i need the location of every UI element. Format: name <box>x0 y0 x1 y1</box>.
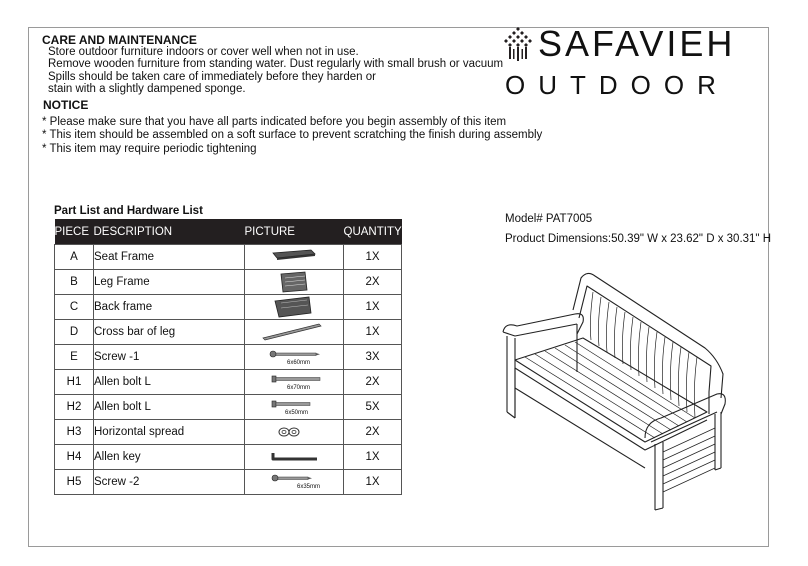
row-description: Seat Frame <box>94 245 245 270</box>
row-piece: H3 <box>55 420 94 445</box>
row-description: Allen bolt L <box>94 395 245 420</box>
hardware-size-label: 6x50mm <box>285 410 309 416</box>
notice-title: NOTICE <box>43 98 89 112</box>
bench-illustration <box>495 262 735 512</box>
logo-name: SAFAVIEH <box>538 23 736 64</box>
header-piece: PIECE <box>55 219 94 245</box>
row-piece: A <box>55 245 94 270</box>
hardware-size-label: 6x60mm <box>287 360 311 366</box>
row-piece: H2 <box>55 395 94 420</box>
table-row <box>55 295 402 320</box>
row-piece: D <box>55 320 94 345</box>
row-quantity: 1X <box>344 445 402 470</box>
row-quantity: 5X <box>344 395 402 420</box>
logo-mark-icon <box>500 27 536 63</box>
row-quantity: 1X <box>344 470 402 495</box>
hardware-size-label: 6x70mm <box>287 385 311 391</box>
parts-table-header <box>55 219 402 245</box>
row-description: Horizontal spread <box>94 420 245 445</box>
care-line: Remove wooden furniture from standing water. Dust regularly with small brush or vacuum <box>48 58 504 70</box>
row-description: Allen key <box>94 445 245 470</box>
row-piece: C <box>55 295 94 320</box>
notice-line: * Please make sure that you have all parts indicated before you begin assembly of this item <box>42 116 507 128</box>
row-quantity: 1X <box>344 320 402 345</box>
notice-line: * This item should be assembled on a soft surface to prevent scratching the finish during assembly <box>42 129 543 141</box>
row-piece: H5 <box>55 470 94 495</box>
table-row <box>55 445 402 470</box>
row-piece: B <box>55 270 94 295</box>
parts-list-title: Part List and Hardware List <box>54 205 203 217</box>
model-number: Model# PAT7005 <box>505 213 593 225</box>
header-quantity: QUANTITY <box>344 219 402 245</box>
row-quantity: 2X <box>344 370 402 395</box>
row-quantity: 1X <box>344 295 402 320</box>
row-quantity: 2X <box>344 270 402 295</box>
row-quantity: 3X <box>344 345 402 370</box>
row-description: Allen bolt L <box>94 370 245 395</box>
care-line: Spills should be taken care of immediately before they harden or <box>48 71 376 83</box>
row-piece: E <box>55 345 94 370</box>
row-quantity: 2X <box>344 420 402 445</box>
row-description: Leg Frame <box>94 270 245 295</box>
table-row <box>55 470 402 495</box>
row-description: Screw -2 <box>94 470 245 495</box>
row-description: Screw -1 <box>94 345 245 370</box>
parts-table <box>54 219 402 495</box>
table-row <box>55 245 402 270</box>
table-row <box>55 345 402 370</box>
table-row <box>55 420 402 445</box>
hardware-size-label: 6x35mm <box>297 484 321 490</box>
row-description: Back frame <box>94 295 245 320</box>
product-dimensions: Product Dimensions:50.39" W x 23.62" D x 30.31" H <box>505 233 772 245</box>
header-description: DESCRIPTION <box>94 219 245 245</box>
row-description: Cross bar of leg <box>94 320 245 345</box>
table-row <box>55 370 402 395</box>
seat-frame-icon <box>245 245 343 269</box>
header-picture: PICTURE <box>245 219 344 245</box>
screw-icon <box>245 470 343 494</box>
notice-line: * This item may require periodic tightening <box>42 143 257 155</box>
care-line: stain with a slightly dampened sponge. <box>48 83 246 95</box>
table-row <box>55 395 402 420</box>
row-piece: H1 <box>55 370 94 395</box>
care-title: CARE AND MAINTENANCE <box>42 33 197 47</box>
row-quantity: 1X <box>344 245 402 270</box>
leg-frame-icon <box>245 270 343 294</box>
cross-bar-icon <box>245 320 343 344</box>
back-frame-icon <box>245 295 343 319</box>
table-row <box>55 320 402 345</box>
care-line: Store outdoor furniture indoors or cover well when not in use. <box>48 46 359 58</box>
logo-subtitle: OUTDOOR <box>505 70 729 100</box>
table-row <box>55 270 402 295</box>
washer-icon <box>245 420 343 444</box>
row-piece: H4 <box>55 445 94 470</box>
allen-key-icon <box>245 445 343 469</box>
